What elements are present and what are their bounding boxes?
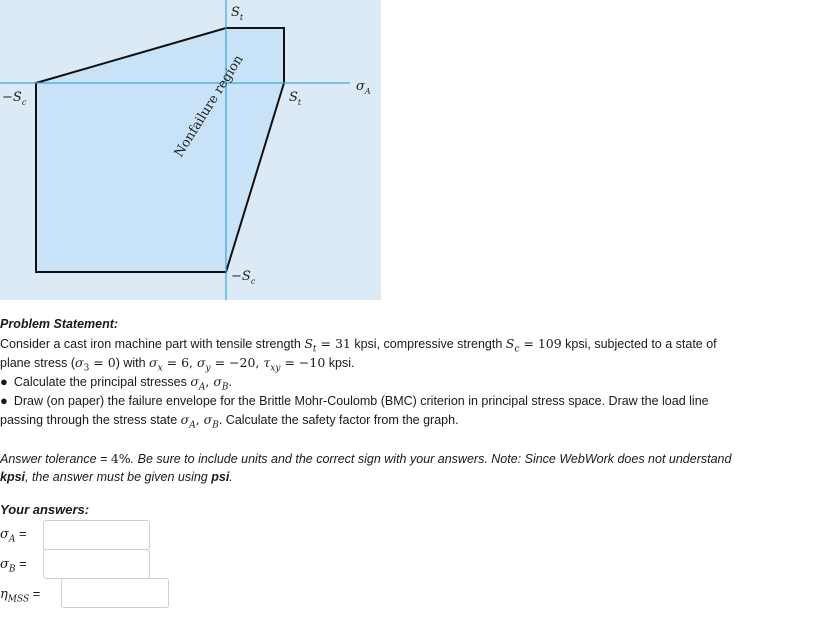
sigma-b-input[interactable]: [43, 549, 150, 579]
sigma-a-input[interactable]: [43, 520, 150, 550]
failure-envelope-figure: [0, 0, 381, 300]
label-st-top: $S_t$: [231, 5, 244, 22]
sigma-a-label: $\sigma_A$ =: [0, 526, 27, 545]
bullet-2-continuation: passing through the stress state $\sigma_A$, $\sigma_B$. Calculate the safety factor from the graph.: [0, 412, 459, 431]
label-sigma-a: $\sigma_A$: [356, 79, 371, 96]
answers-heading: Your answers:: [0, 502, 90, 517]
sigma-b-label: $\sigma_B$ =: [0, 556, 27, 575]
tolerance-line-2: kpsi, the answer must be given using psi.: [0, 470, 233, 484]
bullet-1: ● Calculate the principal stresses $\sigma_A$, $\sigma_B$.: [0, 374, 232, 393]
tolerance-line: Answer tolerance = 4%. Be sure to include units and the correct sign with your answers. Note: Since WebWork does not understand: [0, 451, 732, 466]
label-sc-bottom: $-S_c$: [231, 269, 256, 286]
safety-factor-label: $\eta_{MSS}$ =: [0, 586, 41, 605]
safety-factor-input[interactable]: [61, 578, 169, 608]
problem-line-1: Consider a cast iron machine part with tensile strength $S_t = 31$ kpsi, compressive strength $S_c = 109$ kpsi, subjected to a state of: [0, 336, 717, 355]
problem-line-2: plane stress $(\sigma_3 = 0)$ with $\sigma_x = 6$, $\sigma_y = -20$, $\tau_{xy} = -10$ kpsi.: [0, 355, 355, 374]
bullet-dot: ●: [0, 393, 8, 408]
bullet-2: ● Draw (on paper) the failure envelope for the Brittle Mohr-Coulomb (BMC) criterion in principal stress space. Draw the load line: [0, 393, 709, 408]
nonfailure-region-label: Nonfailure region: [171, 52, 247, 161]
bullet-dot: ●: [0, 374, 8, 389]
problem-heading: Problem Statement:: [0, 317, 119, 331]
label-st-right: $S_t$: [289, 90, 302, 107]
label-sc-left: $-S_c$: [2, 90, 27, 107]
